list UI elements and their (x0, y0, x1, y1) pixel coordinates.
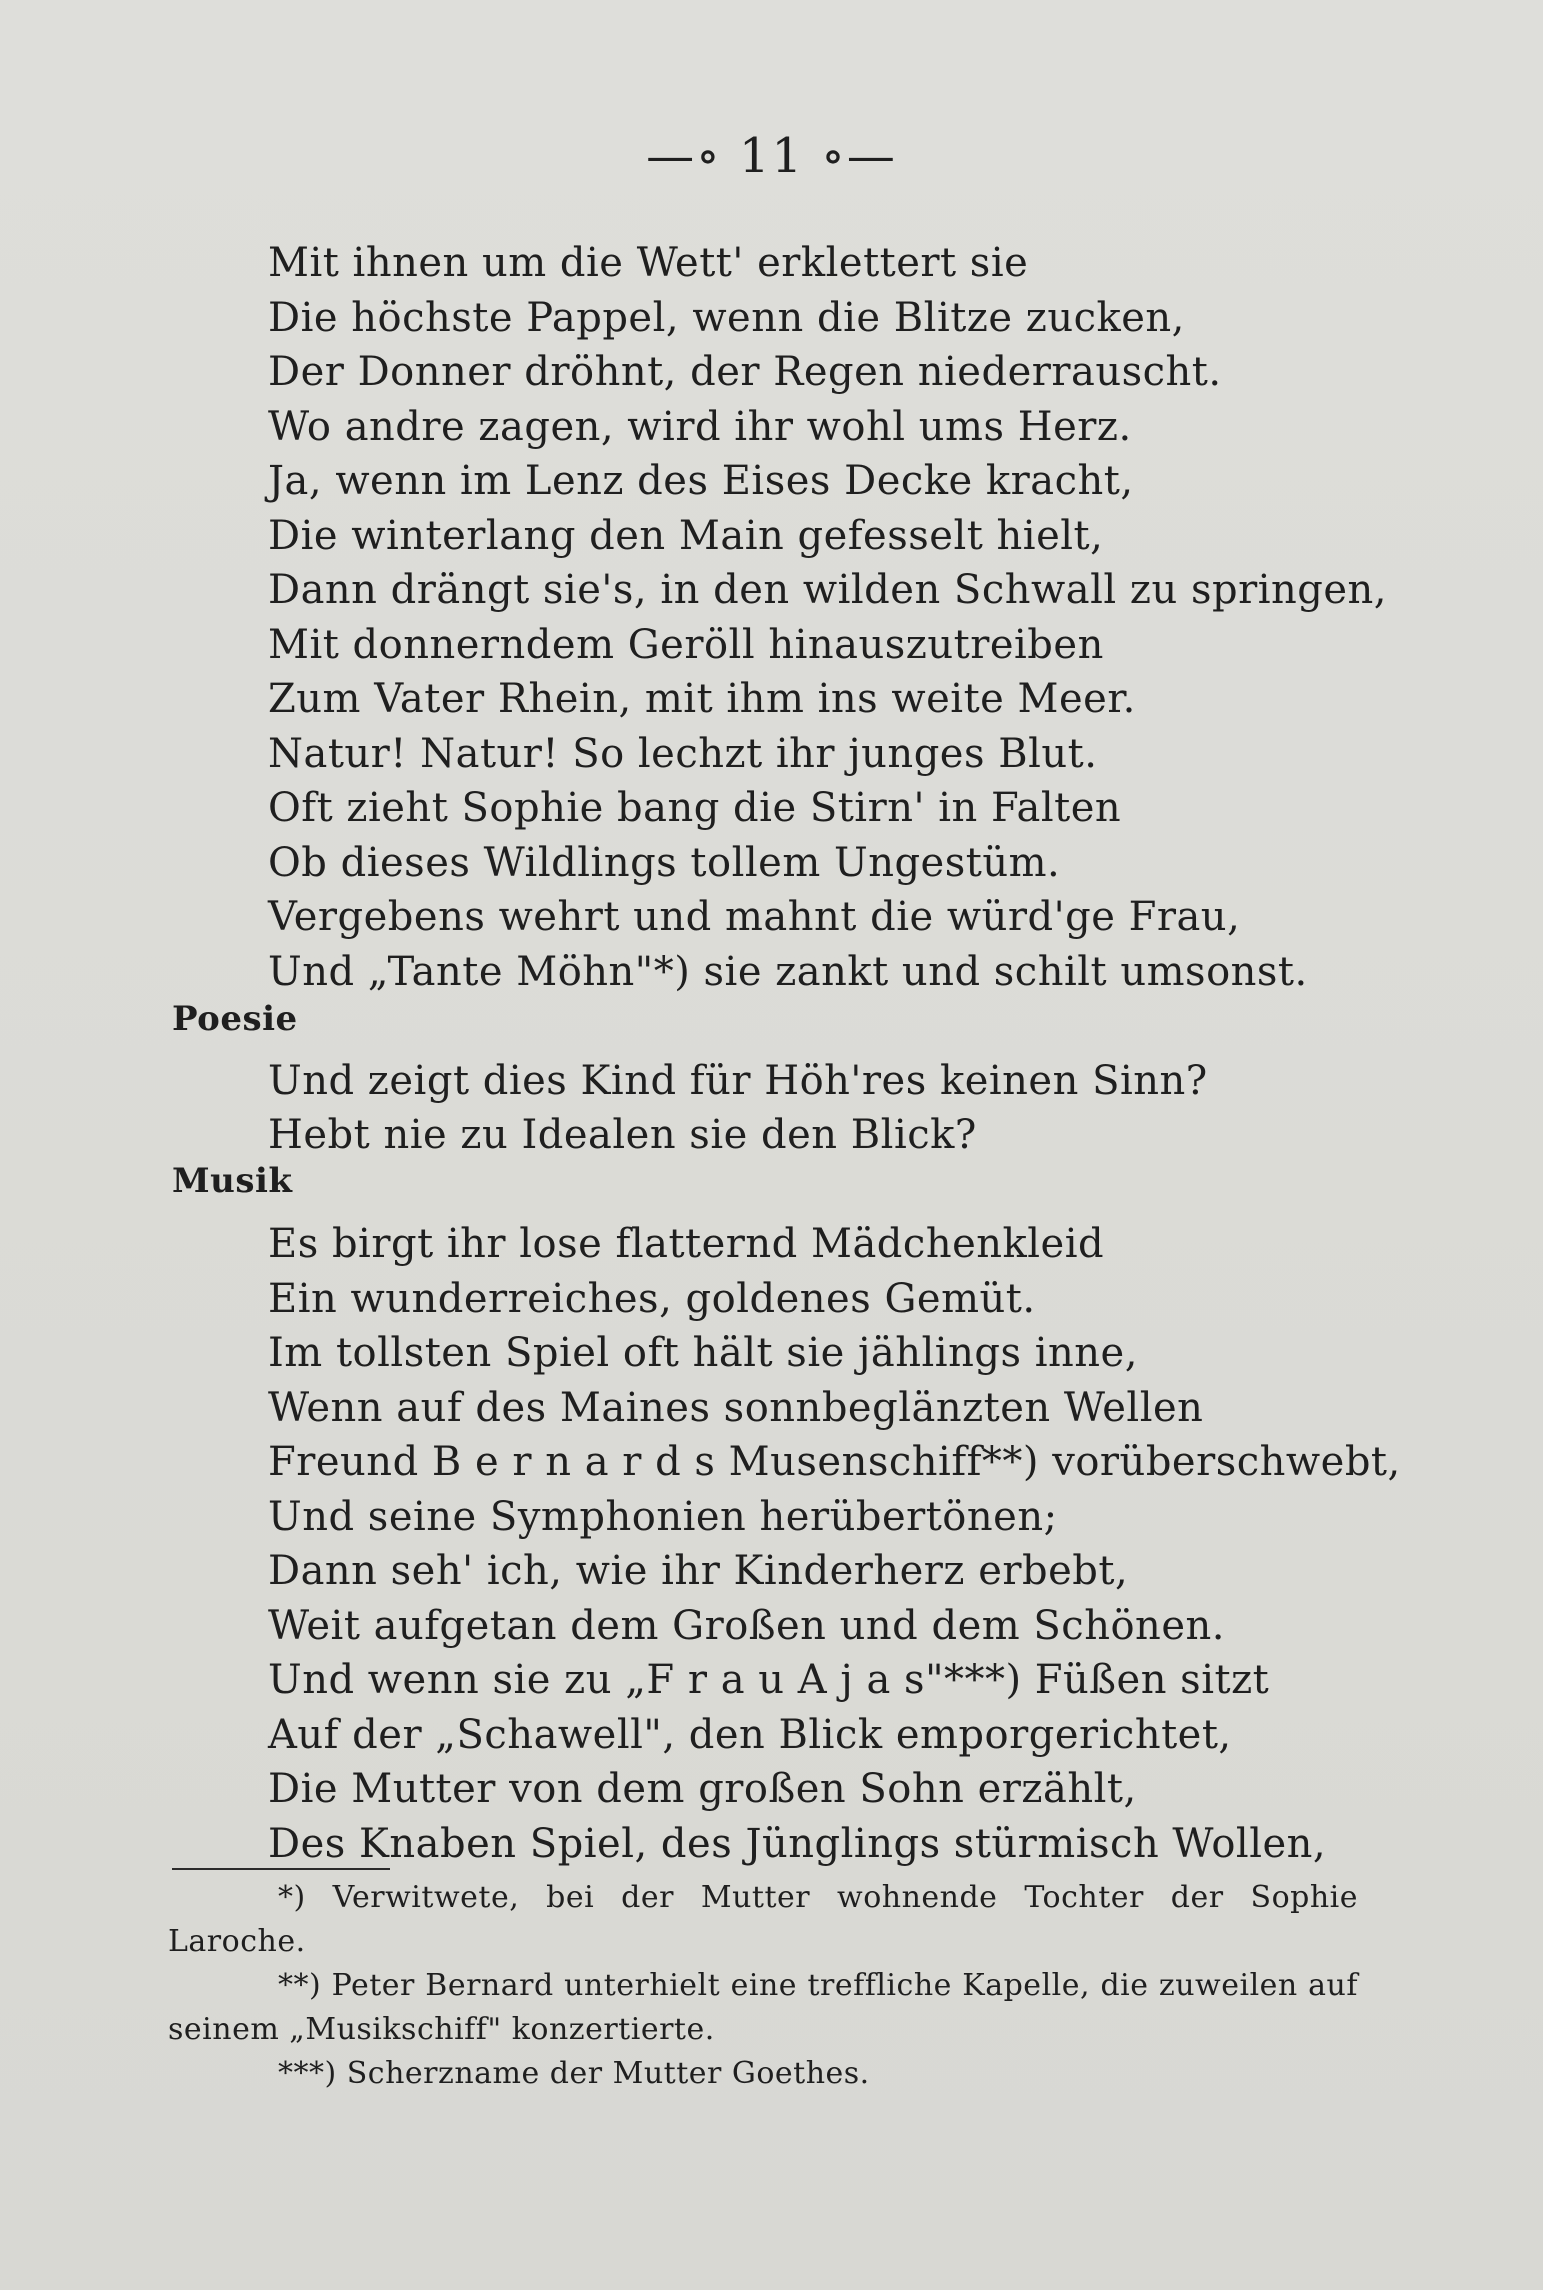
poem-line: Und „Tante Möhn"*) sie zankt und schilt umsonst. (268, 948, 1308, 995)
footnote-1: *) Verwitwete, bei der Mutter wohnende Tochter der Sophie Laroche. (168, 1880, 1358, 1959)
poem-body (268, 236, 1408, 1871)
poem-line: Mit ihnen um die Wett' erklettert sie (268, 240, 1029, 286)
poem-line: Vergebens wehrt und mahnt die würd'ge Frau, (268, 894, 1241, 940)
poem-line: Dann seh' ich, wie ihr Kinderherz erbebt, (268, 1548, 1129, 1594)
poem-line: Des Knaben Spiel, des Jünglings stürmisch Wollen, (268, 1820, 1327, 1867)
poem-line: Wenn auf des Maines sonnbeglänzten Wellen (268, 1384, 1204, 1431)
poem-line: Und zeigt dies Kind für Höh'res keinen Sinn? (268, 1057, 1208, 1104)
poem-spacer (268, 1163, 1408, 1218)
poem-line: Im tollsten Spiel oft hält sie jählings inne, (268, 1330, 1138, 1376)
poem-line: Auf der „Schawell", den Blick emporgerichtet, (268, 1711, 1232, 1758)
poem-line: Freund B e r n a r d s Musenschiff**) vorüberschwebt, (268, 1439, 1401, 1485)
poem-line: Die Mutter von dem großen Sohn erzählt, (268, 1766, 1137, 1812)
poem-line: Dann drängt sie's, in den wilden Schwall zu springen, (268, 567, 1387, 613)
margin-note-poesie: Poesie (172, 999, 298, 1039)
poem-line: Hebt nie zu Idealen sie den Blick? (268, 1112, 977, 1158)
poem-line: Ein wunderreiches, goldenes Gemüt. (268, 1275, 1036, 1322)
footnote-3: ***) Scherzname der Mutter Goethes. (278, 2056, 870, 2091)
page-number: —∘ 11 ∘— (646, 128, 897, 184)
margin-note-musik: Musik (172, 1161, 293, 1201)
poem-line: Zum Vater Rhein, mit ihm ins weite Meer. (268, 676, 1136, 722)
poem-line: Die höchste Pappel, wenn die Blitze zucken, (268, 294, 1185, 341)
poem-line: Ob dieses Wildlings tollem Ungestüm. (268, 839, 1061, 886)
poem-line: Der Donner dröhnt, der Regen niederrauscht. (268, 349, 1222, 395)
footnote-2: **) Peter Bernard unterhielt eine treffliche Kapelle, die zuweilen auf seinem „Musikschiff" konzertierte. (168, 1968, 1358, 2047)
poem-line: Mit donnerndem Geröll hinauszutreiben (268, 621, 1104, 668)
poem-line: Und wenn sie zu „F r a u A j a s"***) Füßen sitzt (268, 1657, 1270, 1703)
poem-line: Ja, wenn im Lenz des Eises Decke kracht, (268, 458, 1134, 504)
poem-line: Es birgt ihr lose flatternd Mädchenkleid (268, 1221, 1105, 1267)
footnotes (168, 1876, 1358, 2096)
poem-line: Oft zieht Sophie bang die Stirn' in Falten (268, 785, 1122, 831)
poem-line: Weit aufgetan dem Großen und dem Schönen. (268, 1602, 1225, 1649)
poem-line: Wo andre zagen, wird ihr wohl ums Herz. (268, 403, 1132, 450)
poem-line: Natur! Natur! So lechzt ihr junges Blut. (268, 730, 1098, 777)
footnote-divider (172, 1868, 390, 1870)
poem-line: Die winterlang den Main gefesselt hielt, (268, 512, 1104, 559)
poem-spacer (268, 999, 1408, 1054)
poem-line: Und seine Symphonien herübertönen; (268, 1493, 1058, 1540)
